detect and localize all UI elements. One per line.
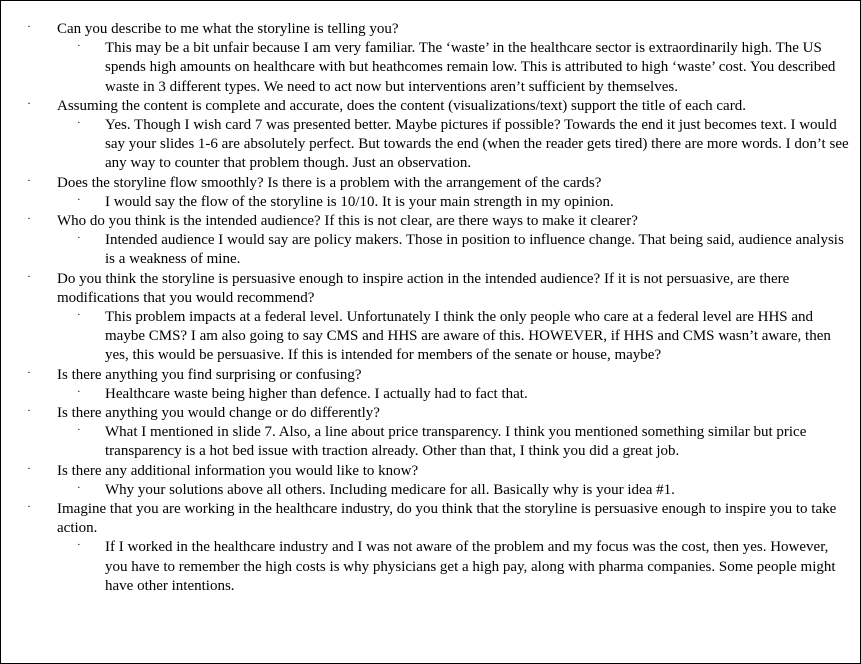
question-7 bbox=[0, 404, 861, 423]
answer-text: Yes. Though I wish card 7 was presented better. Maybe pictures if possible? Towards the end it just becomes text. I would say your slides 1-6 are absolutely perfect. But towards the end (when the reader gets tired) there are more words. I don’t see any way to counter that problem though. Just an observation. bbox=[105, 117, 849, 172]
answer-1 bbox=[0, 39, 861, 97]
question-text: Is there any additional information you would like to know? bbox=[57, 462, 419, 479]
question-5 bbox=[0, 270, 861, 308]
sub-bullet: · bbox=[77, 232, 81, 245]
bullet: · bbox=[27, 499, 31, 514]
sub-bullet: · bbox=[77, 539, 81, 552]
answer-8 bbox=[0, 481, 861, 500]
bullet: · bbox=[27, 19, 31, 33]
question-1 bbox=[0, 20, 861, 39]
answer-text: This may be a bit unfair because I am very familiar. The ‘waste’ in the healthcare sector is extraordinarily high. The US spends high amounts on healthcare with but heathcomes remain low. This is attributed to high ‘waste’ cost. You described waste in 3 different types. We need to act now but interventions aren’t sufficient by themselves. bbox=[105, 40, 836, 95]
answer-text: This problem impacts at a federal level. Unfortunately I think the only people who care at a federal level are HHS and maybe CMS? I am also going to say CMS and HHS are aware of this. HOWEVER, if HHS and CMS wasn’t aware, then yes, this would be persuasive. If this is intended for members of the senate or house, maybe? bbox=[105, 309, 831, 364]
question-text: Who do you think is the intended audience? If this is not clear, are there ways to make it clearer? bbox=[57, 213, 638, 230]
question-4 bbox=[0, 212, 861, 231]
question-2 bbox=[0, 97, 861, 116]
sub-bullet: · bbox=[77, 40, 81, 53]
answer-6 bbox=[0, 385, 861, 404]
bullet: · bbox=[27, 403, 31, 418]
bullet: · bbox=[27, 211, 31, 226]
question-3 bbox=[0, 174, 861, 193]
answer-text: If I worked in the healthcare industry and I was not aware of the problem and my focus was the cost, then yes. However, you have to remember the high costs is why physicians get a high pay, along with pharma companies. Some people might have other intentions. bbox=[105, 539, 836, 594]
answer-2 bbox=[0, 116, 861, 174]
sub-bullet: · bbox=[77, 481, 81, 494]
question-9 bbox=[0, 500, 861, 538]
bullet: · bbox=[27, 364, 31, 379]
bullet: · bbox=[27, 95, 31, 110]
sub-bullet: · bbox=[77, 309, 81, 322]
answer-9 bbox=[0, 538, 861, 596]
answer-3 bbox=[0, 193, 861, 212]
answer-text: I would say the flow of the storyline is 10/10. It is your main strength in my opinion. bbox=[105, 193, 614, 210]
sub-bullet: · bbox=[77, 117, 81, 130]
question-text: Can you describe to me what the storyline is telling you? bbox=[57, 21, 399, 37]
question-text: Do you think the storyline is persuasive enough to inspire action in the intended audience? If it is not persuasive, are there modifications that you would recommend? bbox=[57, 270, 790, 306]
bullet: · bbox=[27, 268, 31, 283]
feedback-document bbox=[0, 20, 861, 596]
question-text: Imagine that you are working in the healthcare industry, do you think that the storyline is persuasive enough to inspire you to take action. bbox=[57, 501, 837, 537]
answer-text: Healthcare waste being higher than defence. I actually had to fact that. bbox=[105, 385, 528, 402]
question-8 bbox=[0, 462, 861, 481]
question-text: Assuming the content is complete and accurate, does the content (visualizations/text) support the title of each card. bbox=[57, 97, 746, 114]
answer-7 bbox=[0, 423, 861, 461]
bullet: · bbox=[27, 460, 31, 475]
sub-bullet: · bbox=[77, 424, 81, 437]
question-text: Does the storyline flow smoothly? Is there is a problem with the arrangement of the cards? bbox=[57, 174, 602, 191]
sub-bullet: · bbox=[77, 385, 81, 398]
question-text: Is there anything you would change or do differently? bbox=[57, 405, 380, 422]
answer-5 bbox=[0, 308, 861, 366]
answer-text: Why your solutions above all others. Including medicare for all. Basically why is your idea #1. bbox=[105, 481, 675, 498]
bullet: · bbox=[27, 172, 31, 187]
answer-text: Intended audience I would say are policy makers. Those in position to influence change. That being said, audience analysis is a weakness of mine. bbox=[105, 232, 844, 268]
answer-text: What I mentioned in slide 7. Also, a line about price transparency. I think you mentioned something similar but price transparency is a hot bed issue with traction already. Other than that, I think you did a great job. bbox=[105, 424, 807, 460]
sub-bullet: · bbox=[77, 193, 81, 206]
question-text: Is there anything you find surprising or confusing? bbox=[57, 366, 362, 383]
answer-4 bbox=[0, 231, 861, 269]
question-6 bbox=[0, 366, 861, 385]
